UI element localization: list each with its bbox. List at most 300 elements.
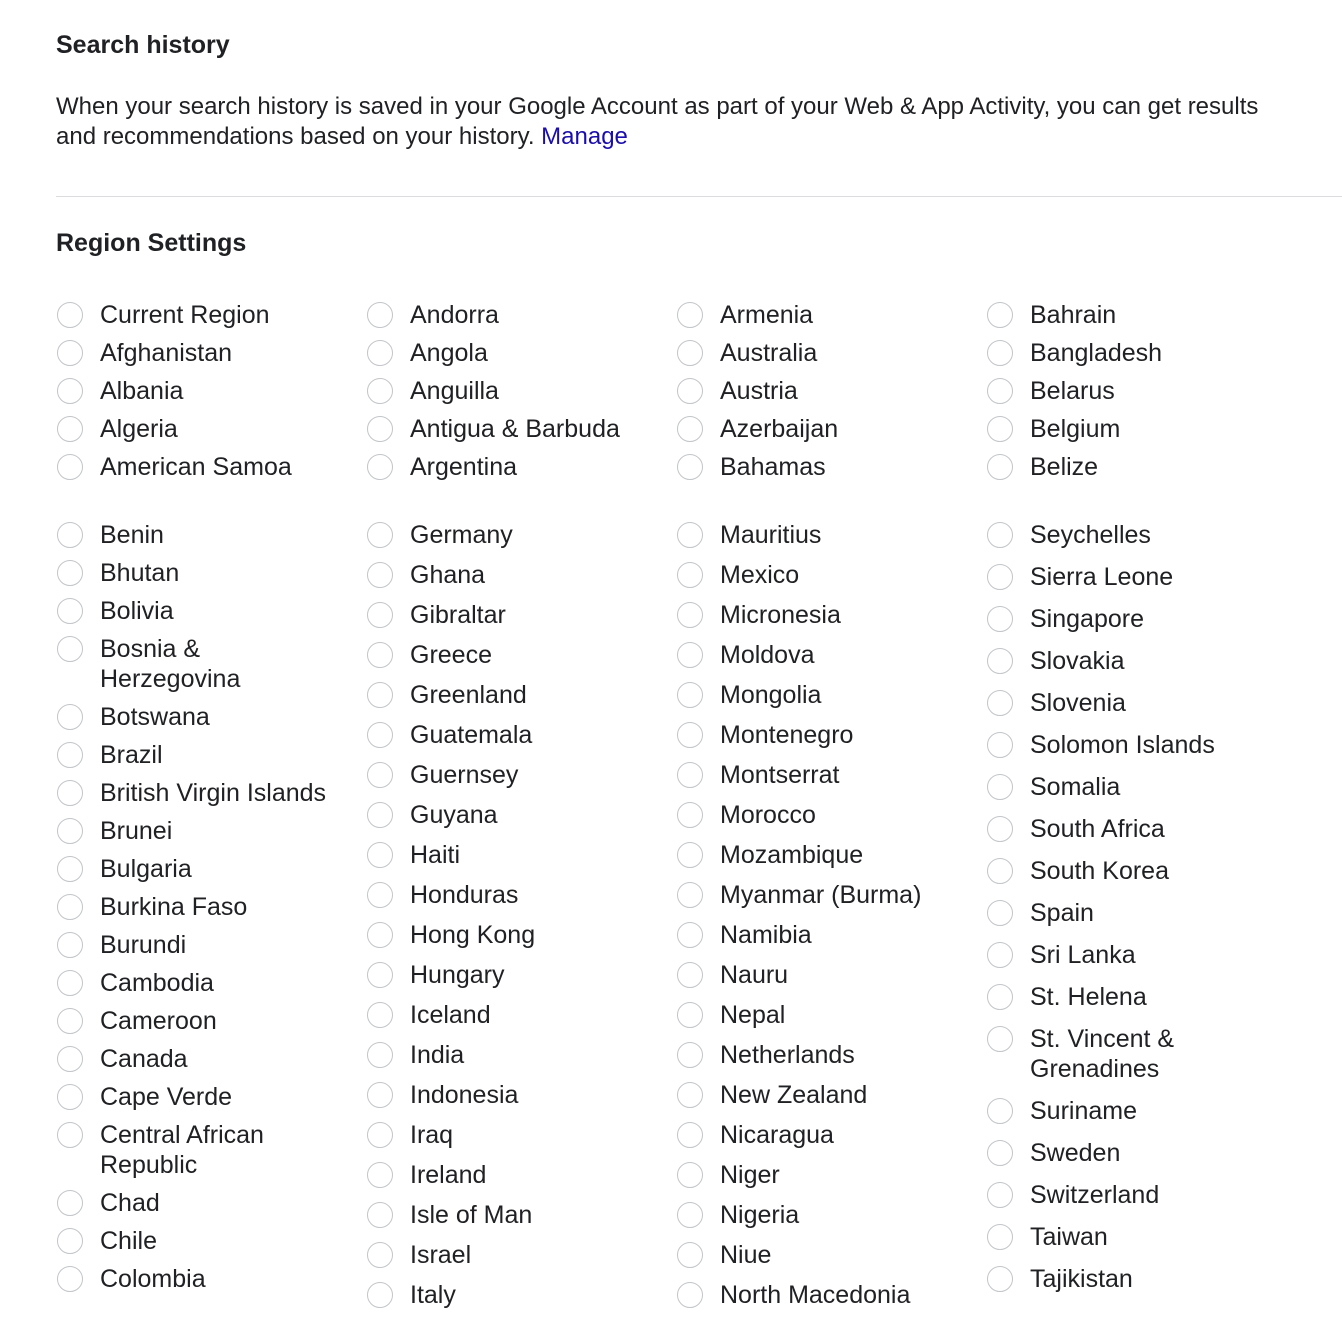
region-option-label: Botswana <box>100 703 210 731</box>
radio-button[interactable] <box>57 1228 83 1254</box>
region-option[interactable] <box>986 604 1286 634</box>
region-column <box>986 520 1286 1306</box>
radio-button[interactable] <box>987 416 1013 442</box>
region-option-label: Armenia <box>720 301 814 329</box>
region-option-label: Spain <box>1030 899 1094 927</box>
radio-button[interactable] <box>677 1122 703 1148</box>
region-option-label: Central African Republic <box>100 1121 264 1179</box>
region-option[interactable] <box>56 778 356 808</box>
region-option-label: Chad <box>100 1189 160 1217</box>
region-option[interactable] <box>986 940 1286 970</box>
region-option-label: Bangladesh <box>1030 339 1163 367</box>
radio-button[interactable] <box>677 454 703 480</box>
radio-button[interactable] <box>57 856 83 882</box>
region-option-label: Iraq <box>410 1121 454 1149</box>
radio-button[interactable] <box>987 606 1013 632</box>
region-option[interactable] <box>676 338 976 368</box>
radio-button[interactable] <box>367 682 393 708</box>
region-option[interactable] <box>986 414 1286 444</box>
region-option-label: St. Helena <box>1030 983 1147 1011</box>
region-option-label: Andorra <box>410 301 499 329</box>
region-option[interactable] <box>986 520 1286 550</box>
region-option[interactable] <box>676 1000 976 1030</box>
radio-button[interactable] <box>677 1282 703 1308</box>
region-option-label: Sri Lanka <box>1030 941 1136 969</box>
region-option-label: Solomon Islands <box>1030 731 1215 759</box>
region-option[interactable] <box>366 720 666 750</box>
radio-button[interactable] <box>367 602 393 628</box>
region-option-label: Brazil <box>100 741 163 769</box>
radio-button[interactable] <box>677 1162 703 1188</box>
region-option[interactable] <box>56 740 356 770</box>
region-option[interactable] <box>676 600 976 630</box>
radio-button[interactable] <box>367 722 393 748</box>
region-option[interactable] <box>56 930 356 960</box>
region-option[interactable] <box>676 960 976 990</box>
region-option-label: Brunei <box>100 817 173 845</box>
region-option[interactable] <box>366 414 666 444</box>
region-option[interactable] <box>56 452 356 482</box>
radio-button[interactable] <box>987 900 1013 926</box>
radio-button[interactable] <box>987 302 1013 328</box>
region-option-label: Haiti <box>410 841 461 869</box>
radio-button[interactable] <box>367 1122 393 1148</box>
radio-button[interactable] <box>367 416 393 442</box>
region-option-label: North Macedonia <box>720 1281 911 1309</box>
region-option-label: Montenegro <box>720 721 854 749</box>
radio-button[interactable] <box>57 1266 83 1292</box>
region-option[interactable] <box>366 520 666 550</box>
region-option-label: Nepal <box>720 1001 786 1029</box>
radio-button[interactable] <box>367 378 393 404</box>
region-column <box>366 520 666 1320</box>
region-option[interactable] <box>676 300 976 330</box>
region-option[interactable] <box>986 814 1286 844</box>
region-option-label: Tajikistan <box>1030 1265 1133 1293</box>
region-option[interactable] <box>986 772 1286 802</box>
region-option[interactable] <box>366 452 666 482</box>
region-option-label: Israel <box>410 1241 472 1269</box>
region-option[interactable] <box>676 376 976 406</box>
region-option[interactable] <box>676 1080 976 1110</box>
radio-button[interactable] <box>367 1162 393 1188</box>
radio-button[interactable] <box>987 732 1013 758</box>
manage-link[interactable]: Manage <box>541 123 628 150</box>
region-option[interactable] <box>366 600 666 630</box>
region-option[interactable] <box>676 880 976 910</box>
radio-button[interactable] <box>57 1122 83 1148</box>
region-option[interactable] <box>366 1160 666 1190</box>
region-option-label: Slovenia <box>1030 689 1126 717</box>
region-option-label: Taiwan <box>1030 1223 1108 1251</box>
region-option-label: South Korea <box>1030 857 1169 885</box>
region-option-label: Nigeria <box>720 1201 800 1229</box>
region-option-label: Colombia <box>100 1265 206 1293</box>
region-option-label: Mongolia <box>720 681 822 709</box>
region-option-label: Bahamas <box>720 453 826 481</box>
radio-button[interactable] <box>677 762 703 788</box>
region-option-label: Sweden <box>1030 1139 1121 1167</box>
radio-button[interactable] <box>677 882 703 908</box>
region-option-label: Canada <box>100 1045 188 1073</box>
radio-button[interactable] <box>987 454 1013 480</box>
radio-button[interactable] <box>367 302 393 328</box>
region-option[interactable] <box>366 376 666 406</box>
region-option-label: Guernsey <box>410 761 519 789</box>
region-option-label: British Virgin Islands <box>100 779 327 807</box>
region-option[interactable] <box>366 1080 666 1110</box>
region-option[interactable] <box>56 1188 356 1218</box>
region-option-label: Nicaragua <box>720 1121 834 1149</box>
region-option[interactable] <box>56 816 356 846</box>
region-option[interactable] <box>56 892 356 922</box>
region-option-label: Seychelles <box>1030 521 1151 549</box>
region-option[interactable] <box>366 1000 666 1030</box>
region-option[interactable] <box>986 646 1286 676</box>
region-option-label: Singapore <box>1030 605 1144 633</box>
region-option-label: Belgium <box>1030 415 1121 443</box>
region-option[interactable] <box>676 1200 976 1230</box>
region-option[interactable] <box>56 634 356 694</box>
region-option-label: Slovakia <box>1030 647 1125 675</box>
radio-button[interactable] <box>677 1082 703 1108</box>
region-option[interactable] <box>986 898 1286 928</box>
region-option[interactable] <box>366 1240 666 1270</box>
region-option[interactable] <box>366 800 666 830</box>
radio-button[interactable] <box>987 1026 1013 1052</box>
region-option[interactable] <box>676 680 976 710</box>
region-option-label: Isle of Man <box>410 1201 533 1229</box>
region-option-label: Bhutan <box>100 559 180 587</box>
region-option[interactable] <box>986 452 1286 482</box>
radio-button[interactable] <box>57 1084 83 1110</box>
radio-button[interactable] <box>367 1042 393 1068</box>
region-option[interactable] <box>986 1180 1286 1210</box>
region-option[interactable] <box>366 960 666 990</box>
region-option-label: Cape Verde <box>100 1083 233 1111</box>
region-option-label: Benin <box>100 521 164 549</box>
radio-button[interactable] <box>987 1266 1013 1292</box>
radio-button[interactable] <box>677 340 703 366</box>
region-option[interactable] <box>676 1240 976 1270</box>
radio-button[interactable] <box>367 1242 393 1268</box>
region-option-label: American Samoa <box>100 453 292 481</box>
region-option[interactable] <box>676 452 976 482</box>
radio-button[interactable] <box>677 922 703 948</box>
region-option[interactable] <box>56 702 356 732</box>
region-option-label: Burundi <box>100 931 187 959</box>
region-option[interactable] <box>986 856 1286 886</box>
region-option-label: Bahrain <box>1030 301 1117 329</box>
region-column <box>676 520 976 1320</box>
region-option-label: Australia <box>720 339 818 367</box>
radio-button[interactable] <box>987 1224 1013 1250</box>
region-option-label: Somalia <box>1030 773 1121 801</box>
region-option[interactable] <box>56 414 356 444</box>
radio-button[interactable] <box>57 560 83 586</box>
region-option-label: Ireland <box>410 1161 487 1189</box>
region-option-label: Gibraltar <box>410 601 506 629</box>
section-divider <box>56 196 1342 197</box>
region-option-label: South Africa <box>1030 815 1165 843</box>
region-option-label: Honduras <box>410 881 519 909</box>
region-option[interactable] <box>676 920 976 950</box>
region-option[interactable] <box>676 1160 976 1190</box>
radio-button[interactable] <box>677 1202 703 1228</box>
radio-button[interactable] <box>677 378 703 404</box>
region-option[interactable] <box>56 300 356 330</box>
region-option-label: Current Region <box>100 301 270 329</box>
radio-button[interactable] <box>677 962 703 988</box>
radio-button[interactable] <box>367 340 393 366</box>
region-option[interactable] <box>986 1024 1286 1084</box>
region-option[interactable] <box>56 1006 356 1036</box>
radio-button[interactable] <box>57 522 83 548</box>
radio-button[interactable] <box>367 1082 393 1108</box>
region-option[interactable] <box>366 760 666 790</box>
radio-button[interactable] <box>57 1046 83 1072</box>
search-history-description-text: When your search history is saved in your Google Account as part of your Web & App Activity, you can get results and recommendations based on your history. <box>56 93 1259 150</box>
region-option-label: Belarus <box>1030 377 1115 405</box>
region-option[interactable] <box>56 338 356 368</box>
region-option-label: Switzerland <box>1030 1181 1160 1209</box>
region-option[interactable] <box>986 1264 1286 1294</box>
region-option[interactable] <box>366 300 666 330</box>
radio-button[interactable] <box>987 1140 1013 1166</box>
region-option[interactable] <box>986 338 1286 368</box>
region-option[interactable] <box>986 376 1286 406</box>
region-option-label: Cambodia <box>100 969 214 997</box>
radio-button[interactable] <box>987 774 1013 800</box>
radio-button[interactable] <box>367 842 393 868</box>
radio-button[interactable] <box>987 564 1013 590</box>
region-option-label: Hong Kong <box>410 921 536 949</box>
region-option[interactable] <box>986 562 1286 592</box>
region-option-label: Myanmar (Burma) <box>720 881 922 909</box>
radio-button[interactable] <box>57 742 83 768</box>
region-option-label: Bulgaria <box>100 855 192 883</box>
region-option-label: Argentina <box>410 453 518 481</box>
region-option-label: Bosnia & Herzegovina <box>100 635 241 693</box>
radio-button[interactable] <box>367 1202 393 1228</box>
region-option-label: Micronesia <box>720 601 841 629</box>
region-settings-title: Region Settings <box>56 229 247 257</box>
radio-button[interactable] <box>677 416 703 442</box>
region-option[interactable] <box>676 1120 976 1150</box>
radio-button[interactable] <box>57 636 83 662</box>
radio-button[interactable] <box>677 562 703 588</box>
region-option[interactable] <box>56 1082 356 1112</box>
radio-button[interactable] <box>677 1042 703 1068</box>
radio-button[interactable] <box>677 802 703 828</box>
region-option-label: Afghanistan <box>100 339 233 367</box>
radio-button[interactable] <box>367 922 393 948</box>
radio-button[interactable] <box>987 1098 1013 1124</box>
region-option-label: Moldova <box>720 641 815 669</box>
region-column <box>56 300 356 490</box>
region-option-label: Nauru <box>720 961 789 989</box>
region-option-label: Hungary <box>410 961 505 989</box>
region-option[interactable] <box>676 414 976 444</box>
region-option[interactable] <box>366 680 666 710</box>
region-option-label: Algeria <box>100 415 178 443</box>
region-option-label: Albania <box>100 377 184 405</box>
region-option[interactable] <box>366 1280 666 1310</box>
region-option-label: Guatemala <box>410 721 533 749</box>
radio-button[interactable] <box>57 818 83 844</box>
region-option[interactable] <box>56 376 356 406</box>
region-option[interactable] <box>986 730 1286 760</box>
region-option-label: Mexico <box>720 561 800 589</box>
region-option[interactable] <box>676 1280 976 1310</box>
region-column <box>366 300 666 490</box>
radio-button[interactable] <box>677 1002 703 1028</box>
region-option[interactable] <box>56 1226 356 1256</box>
radio-button[interactable] <box>987 942 1013 968</box>
radio-button[interactable] <box>987 1182 1013 1208</box>
radio-button[interactable] <box>987 984 1013 1010</box>
radio-button[interactable] <box>57 1190 83 1216</box>
region-option[interactable] <box>56 520 356 550</box>
search-history-description <box>56 92 1296 152</box>
radio-button[interactable] <box>367 882 393 908</box>
radio-button[interactable] <box>367 762 393 788</box>
radio-button[interactable] <box>367 802 393 828</box>
region-option-label: Ghana <box>410 561 486 589</box>
region-option[interactable] <box>366 840 666 870</box>
region-option[interactable] <box>676 840 976 870</box>
radio-button[interactable] <box>367 1002 393 1028</box>
radio-button[interactable] <box>57 340 83 366</box>
radio-button[interactable] <box>677 522 703 548</box>
radio-button[interactable] <box>57 704 83 730</box>
region-option-label: Austria <box>720 377 798 405</box>
region-option-label: Greece <box>410 641 492 669</box>
region-option-label: Netherlands <box>720 1041 855 1069</box>
region-option[interactable] <box>366 1040 666 1070</box>
region-option[interactable] <box>366 338 666 368</box>
region-option[interactable] <box>676 800 976 830</box>
region-option[interactable] <box>366 920 666 950</box>
radio-button[interactable] <box>677 602 703 628</box>
radio-button[interactable] <box>367 642 393 668</box>
region-option-label: Bolivia <box>100 597 174 625</box>
radio-button[interactable] <box>367 454 393 480</box>
radio-button[interactable] <box>677 722 703 748</box>
radio-button[interactable] <box>57 970 83 996</box>
radio-button[interactable] <box>57 1008 83 1034</box>
region-option-label: Burkina Faso <box>100 893 248 921</box>
region-option-label: Cameroon <box>100 1007 217 1035</box>
region-column <box>56 520 356 1302</box>
region-option-label: Antigua & Barbuda <box>410 415 620 443</box>
region-option-label: Morocco <box>720 801 816 829</box>
region-option-label: Mozambique <box>720 841 864 869</box>
region-option[interactable] <box>366 880 666 910</box>
region-option[interactable] <box>56 968 356 998</box>
radio-button[interactable] <box>57 932 83 958</box>
radio-button[interactable] <box>57 416 83 442</box>
region-option-label: Iceland <box>410 1001 491 1029</box>
region-option[interactable] <box>366 560 666 590</box>
radio-button[interactable] <box>677 302 703 328</box>
radio-button[interactable] <box>987 340 1013 366</box>
region-option-label: Niger <box>720 1161 780 1189</box>
radio-button[interactable] <box>677 642 703 668</box>
region-option[interactable] <box>986 1096 1286 1126</box>
region-option[interactable] <box>986 688 1286 718</box>
radio-button[interactable] <box>57 894 83 920</box>
region-option[interactable] <box>56 1264 356 1294</box>
radio-button[interactable] <box>987 378 1013 404</box>
region-option[interactable] <box>56 854 356 884</box>
radio-button[interactable] <box>987 522 1013 548</box>
region-option[interactable] <box>676 1040 976 1070</box>
region-option-label: New Zealand <box>720 1081 868 1109</box>
region-option[interactable] <box>986 982 1286 1012</box>
region-option[interactable] <box>366 640 666 670</box>
region-option-label: Namibia <box>720 921 812 949</box>
radio-button[interactable] <box>677 842 703 868</box>
radio-button[interactable] <box>987 648 1013 674</box>
radio-button[interactable] <box>367 962 393 988</box>
region-option[interactable] <box>986 1138 1286 1168</box>
radio-button[interactable] <box>367 562 393 588</box>
region-option[interactable] <box>56 596 356 626</box>
region-option-label: Mauritius <box>720 521 822 549</box>
radio-button[interactable] <box>987 816 1013 842</box>
radio-button[interactable] <box>57 454 83 480</box>
region-option-label: India <box>410 1041 465 1069</box>
region-option[interactable] <box>676 760 976 790</box>
radio-button[interactable] <box>677 682 703 708</box>
region-option-label: Indonesia <box>410 1081 519 1109</box>
region-option-label: Azerbaijan <box>720 415 839 443</box>
radio-button[interactable] <box>57 378 83 404</box>
region-option[interactable] <box>366 1120 666 1150</box>
region-option-label: Angola <box>410 339 488 367</box>
region-option-label: Suriname <box>1030 1097 1137 1125</box>
region-option-label: Germany <box>410 521 513 549</box>
radio-button[interactable] <box>57 302 83 328</box>
radio-button[interactable] <box>57 598 83 624</box>
region-option-label: Italy <box>410 1281 456 1309</box>
radio-button[interactable] <box>57 780 83 806</box>
radio-button[interactable] <box>677 1242 703 1268</box>
region-option[interactable] <box>56 1044 356 1074</box>
region-option[interactable] <box>56 1120 356 1180</box>
radio-button[interactable] <box>367 1282 393 1308</box>
region-option[interactable] <box>986 1222 1286 1252</box>
region-column <box>676 300 976 490</box>
region-option-label: Montserrat <box>720 761 840 789</box>
region-option[interactable] <box>986 300 1286 330</box>
region-option-label: Greenland <box>410 681 527 709</box>
search-history-title: Search history <box>56 31 230 59</box>
region-option-label: Niue <box>720 1241 772 1269</box>
region-option-label: Guyana <box>410 801 498 829</box>
region-option[interactable] <box>676 640 976 670</box>
region-option[interactable] <box>56 558 356 588</box>
region-option-label: Sierra Leone <box>1030 563 1174 591</box>
radio-button[interactable] <box>367 522 393 548</box>
region-option[interactable] <box>676 720 976 750</box>
radio-button[interactable] <box>987 690 1013 716</box>
region-option[interactable] <box>676 560 976 590</box>
region-option[interactable] <box>676 520 976 550</box>
radio-button[interactable] <box>987 858 1013 884</box>
region-option[interactable] <box>366 1200 666 1230</box>
